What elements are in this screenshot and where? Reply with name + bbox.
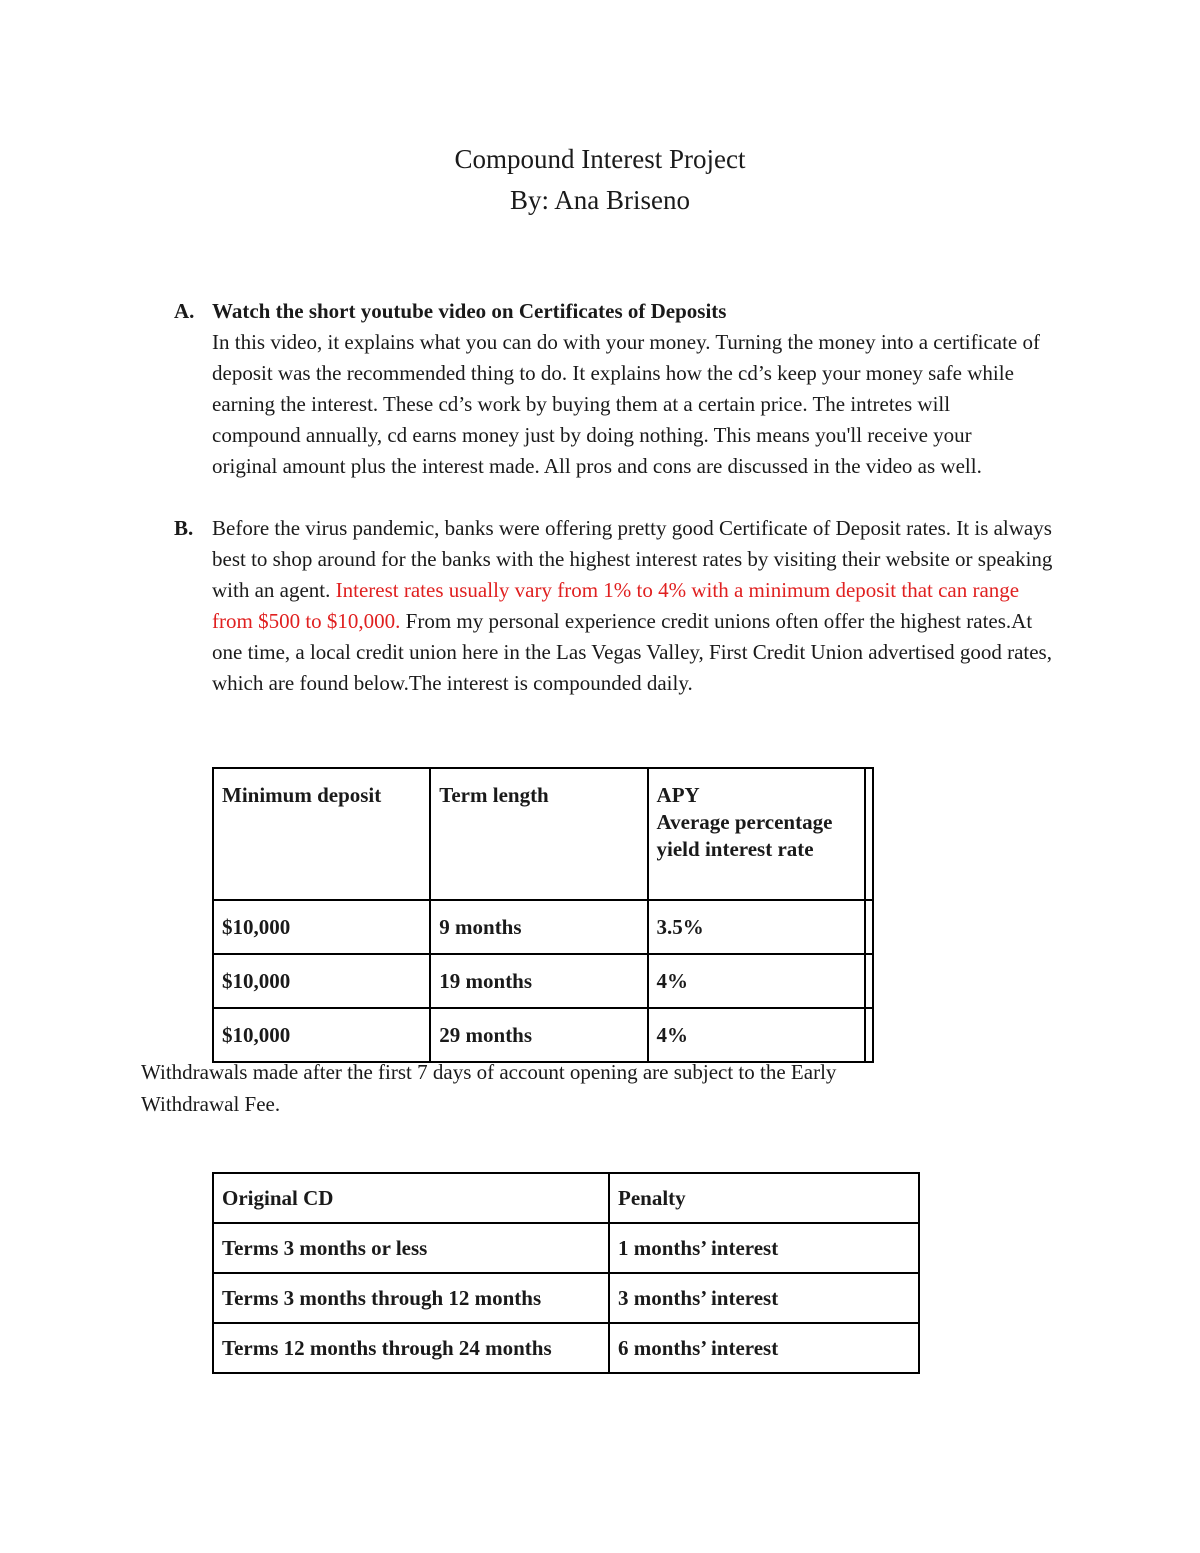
- table-row: [213, 1273, 919, 1323]
- cell-penalty: 1 months’ interest: [609, 1223, 919, 1273]
- cell-deposit: $10,000: [213, 900, 430, 954]
- table-header-row: [213, 768, 873, 900]
- cell-original-cd: Terms 3 months through 12 months: [213, 1273, 609, 1323]
- header-penalty: Penalty: [609, 1173, 919, 1223]
- cell-penalty: 3 months’ interest: [609, 1273, 919, 1323]
- cell-apy: 4%: [648, 954, 865, 1008]
- table-row: [213, 900, 873, 954]
- table-header-row: [213, 1173, 919, 1223]
- document-title: Compound Interest Project: [454, 144, 746, 174]
- cell-original-cd: Terms 3 months or less: [213, 1223, 609, 1273]
- table-row: [213, 954, 873, 1008]
- cell-penalty: 6 months’ interest: [609, 1323, 919, 1373]
- header-original-cd: Original CD: [213, 1173, 609, 1223]
- author-line: By: Ana Briseno: [510, 185, 690, 215]
- section-a-heading: Watch the short youtube video on Certificates of Deposits: [212, 299, 727, 323]
- section-b-text-after: From my personal experience credit unions often offer the highest rates.At one time, a local credit union here in the Las Vegas Valley, First Credit Union advertised good rates, which are found below.The interest is compounded daily.: [212, 609, 1052, 695]
- empty-cell: [865, 900, 873, 954]
- header-minimum-deposit: Minimum deposit: [213, 768, 430, 900]
- section-b: [174, 513, 1072, 699]
- cell-apy: 4%: [648, 1008, 865, 1062]
- empty-cell: [865, 954, 873, 1008]
- table-row: [213, 1223, 919, 1273]
- empty-cell: [865, 1008, 873, 1062]
- cell-term: 19 months: [430, 954, 647, 1008]
- withdrawal-note: Withdrawals made after the first 7 days of account opening are subject to the Early Withdrawal Fee.: [141, 1060, 837, 1116]
- cell-deposit: $10,000: [213, 954, 430, 1008]
- cell-term: 9 months: [430, 900, 647, 954]
- cell-apy: 3.5%: [648, 900, 865, 954]
- cell-deposit: $10,000: [213, 1008, 430, 1062]
- header-apy: APY Average percentage yield interest rate: [648, 768, 865, 900]
- table-row: [213, 1008, 873, 1062]
- cell-term: 29 months: [430, 1008, 647, 1062]
- section-a-letter: A.: [174, 299, 195, 323]
- table-row: [213, 1323, 919, 1373]
- cell-original-cd: Terms 12 months through 24 months: [213, 1323, 609, 1373]
- section-a: [174, 296, 1072, 482]
- empty-cell: [865, 768, 873, 900]
- section-b-text-before: Before the virus pandemic, banks were offering pretty good Certificate of Deposit rates. It is always best to shop around for the banks with the highest interest rates by visiting their website or speaking with an agent.: [212, 516, 1053, 602]
- section-b-highlight: Interest rates usually vary from 1% to 4% with a minimum deposit that can range from $500 to $10,000.: [212, 578, 1020, 633]
- header-term-length: Term length: [430, 768, 647, 900]
- section-a-body: In this video, it explains what you can do with your money. Turning the money into a certificate of deposit was the recommended thing to do. It explains how the cd’s keep your money safe while earning the interest. These cd’s work by buying them at a certain price. The intretes will compound annually, cd earns money just by doing nothing. This means you'll receive your original amount plus the interest made. All pros and cons are discussed in the video as well.: [212, 330, 1040, 478]
- section-b-letter: B.: [174, 516, 194, 540]
- penalty-table: [212, 1172, 920, 1374]
- rates-table: [212, 767, 874, 1063]
- section-b-body: [212, 513, 1062, 699]
